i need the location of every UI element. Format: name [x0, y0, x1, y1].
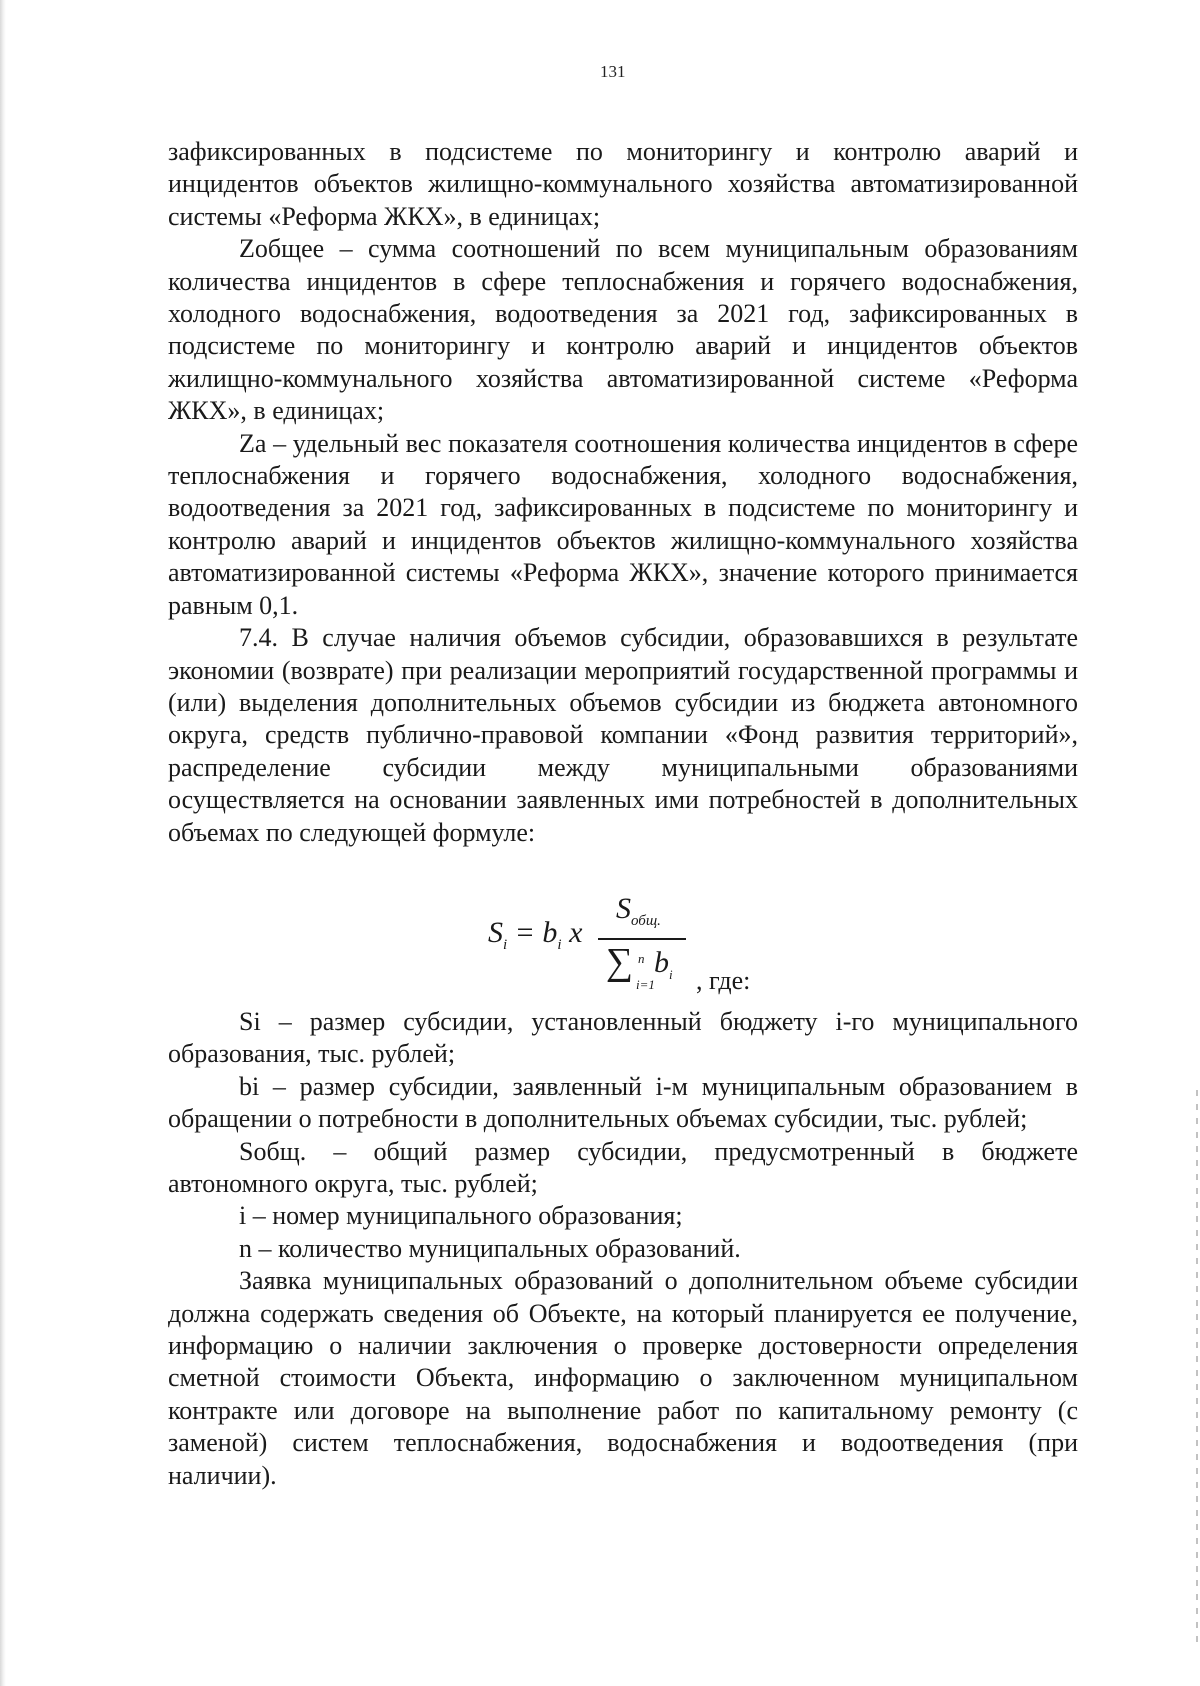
formula-block: [168, 849, 1078, 1006]
paragraph-def-sobsch: Sобщ. – общий размер субсидии, предусмотренный в бюджете автономного округа, тыс. рублей;: [168, 1136, 1078, 1198]
page-number: 131: [600, 62, 626, 81]
formula-sum-symbol: ∑: [606, 940, 634, 983]
formula-sum-lower: i=1: [636, 976, 655, 992]
scan-edge-right: [1196, 1090, 1198, 1650]
paragraph-section-7-4: 7.4. В случае наличия объемов субсидии, образовавшихся в результате экономии (возврате) при реализации мероприятий государственной программы и (или) выделения дополнительных объемов субсидии из бюджета автономного округа, средств публично-правовой компании «Фонд развития территорий», распределение субсидии между муниципальными образованиями осуществляется на основании заявленных ими потребностей в дополнительных объемах по следующей формуле:: [168, 623, 1078, 847]
formula-equals: =: [507, 915, 543, 949]
formula-num-sub: общ.: [631, 912, 661, 929]
paragraph-z-total: Zобщее – сумма соотношений по всем муниципальным образованиям количества инцидентов в сфере теплоснабжения и горячего водоснабжения, холодного водоснабжения, водоотведения за 2021 год, зафиксированных в подсистеме по мониторингу и контролю аварий и инцидентов объектов жилищно-коммунального хозяйства автоматизированной системе «Реформа ЖКХ», в единицах;: [168, 234, 1078, 426]
subsidy-formula: [488, 891, 948, 999]
paragraph-def-bi: bi – размер субсидии, заявленный i-м муниципальным образованием в обращении о потребности в дополнительных объемах субсидии, тыс. рублей;: [168, 1071, 1078, 1134]
formula-num-var: S: [616, 891, 631, 925]
formula-fraction-line: [598, 938, 686, 940]
formula-denominator: [654, 947, 673, 991]
formula-sum-upper: n: [638, 950, 645, 966]
formula-lhs-var: S: [488, 915, 503, 949]
formula-den-var: b: [654, 945, 669, 979]
paragraph-application: Заявка муниципальных образований о дополнительном объеме субсидии должна содержать сведения об Объекте, на который планируется ее получение, информацию о наличии заключения о проверке достоверности определения сметной стоимости Объекта, информацию о заключенном муниципальном контракте или договоре на выполнение работ по капитальному ремонту (с заменой) систем теплоснабжения, водоснабжения и водоотведения (при наличии).: [168, 1266, 1078, 1490]
paragraph-def-si: Si – размер субсидии, установленный бюджету i-го муниципального образования, тыс. рублей;: [168, 1006, 1078, 1069]
document-body: [168, 136, 1078, 1492]
formula-numerator: [616, 893, 661, 937]
formula-lhs: [488, 917, 582, 961]
paragraph-incidents-count: зафиксированных в подсистеме по мониторингу и контролю аварий и инцидентов объектов жилищно-коммунального хозяйства автоматизированной системы «Реформа ЖКХ», в единицах;: [168, 137, 1078, 231]
formula-times: x: [561, 915, 583, 949]
formula-where: , где:: [696, 965, 751, 995]
paragraph-z-weight: Za – удельный вес показателя соотношения количества инцидентов в сфере теплоснабжения и горячего водоснабжения, холодного водоснабжения, водоотведения за 2021 год, зафиксированных в подсистеме по мониторингу и контролю аварий и инцидентов объектов жилищно-коммунального хозяйства автоматизированной системы «Реформа ЖКХ», значение которого принимается равным 0,1.: [168, 428, 1078, 620]
paragraph-def-i: i – номер муниципального образования;: [239, 1201, 683, 1231]
formula-lhs-sub: i: [503, 936, 508, 953]
formula-den-sub: i: [669, 966, 673, 982]
scan-edge-left: [0, 0, 6, 1686]
paragraph-def-n: n – количество муниципальных образований.: [239, 1233, 741, 1263]
formula-coef-sub: i: [557, 936, 562, 953]
formula-coef-var: b: [542, 915, 558, 949]
